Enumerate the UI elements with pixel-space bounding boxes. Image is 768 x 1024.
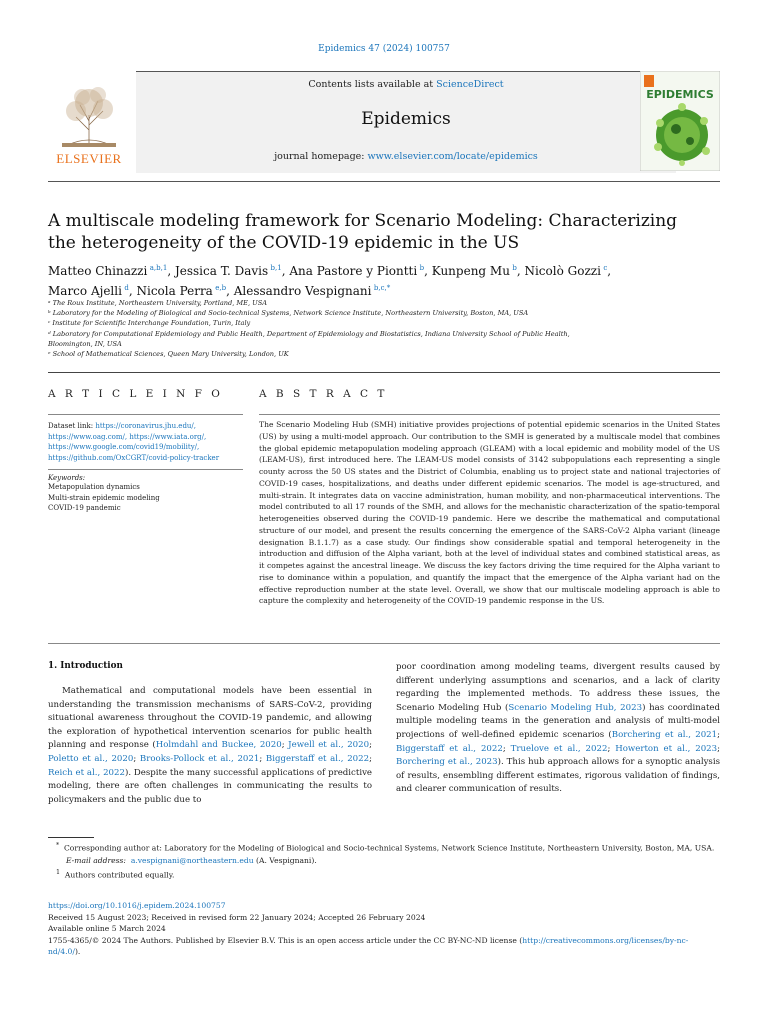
cover-title: EPIDEMICS bbox=[646, 88, 714, 101]
journal-masthead bbox=[48, 71, 720, 172]
author[interactable]: Alessandro Vespignani $^{b,c,*}$ bbox=[233, 284, 391, 298]
homepage-line bbox=[136, 151, 676, 162]
citation-link[interactable]: Biggerstaff et al., 2022 bbox=[265, 753, 370, 764]
footnote-rule bbox=[48, 837, 94, 838]
section-heading-introduction: 1. Introduction bbox=[48, 661, 123, 671]
citation-link[interactable]: Brooks-Pollock et al., 2021 bbox=[139, 753, 260, 764]
publication-info bbox=[48, 900, 720, 958]
abstract bbox=[259, 388, 720, 607]
article-info-rule bbox=[48, 414, 243, 415]
homepage-prefix: journal homepage: bbox=[274, 151, 368, 162]
received-dates: Received 15 August 2023; Received in revised form 22 January 2024; Accepted 26 February 2024 bbox=[48, 912, 426, 922]
author[interactable]: Nicolò Gozzi $^c$ bbox=[524, 264, 608, 278]
citation-link[interactable]: Biggerstaff et al., 2022 bbox=[396, 743, 503, 754]
citation-link[interactable]: Holmdahl and Buckee, 2020 bbox=[155, 740, 282, 751]
keyword: Multi-strain epidemic modeling bbox=[48, 493, 160, 502]
abstract-bottom-rule bbox=[48, 643, 720, 644]
article-title: A multiscale modeling framework for Scenario Modeling: Characterizing the heterogeneity of the COVID-19 epidemic in the US bbox=[48, 211, 678, 253]
author[interactable]: Matteo Chinazzi $^{a,b,1}$ bbox=[48, 264, 168, 278]
header-rule bbox=[48, 181, 720, 182]
dataset-label: Dataset link: bbox=[48, 422, 96, 430]
author[interactable]: Jessica T. Davis $^{b,1}$ bbox=[174, 264, 282, 278]
license-line: 1755-4365/© 2024 The Authors. Published by Elsevier B.V. This is an open access article under the CC BY-NC-ND license (http://creativecommons.org/licenses/by-nc-nd/4.0/). bbox=[48, 935, 689, 956]
author[interactable]: Marco Ajelli $^d$ bbox=[48, 284, 129, 298]
citation-link[interactable]: Borchering et al., 2023 bbox=[396, 757, 498, 768]
citation-link[interactable]: Howerton et al., 2023 bbox=[615, 743, 718, 754]
keywords-label: Keywords: bbox=[48, 474, 86, 482]
author-list: Matteo Chinazzi $^{a,b,1}$, Jessica T. Davis $^{b,1}$, Ana Pastore y Piontti $^b$, Kunpeng Mu $^b$, Nicolò Gozzi $^c$, Marco Ajelli $^d$, Nicola Perra $^{e,b}$, Alessandro Vespignani $^{b,c,*}$ bbox=[48, 264, 612, 298]
elsevier-wordmark: ELSEVIER bbox=[56, 151, 122, 166]
abstract-text: The Scenario Modeling Hub (SMH) initiative provides projections of potential epidemic scenarios in the United States (US) by using a multi-model approach. Our contribution to the SMH is generated by a multiscale model that combines the global epidemic metapopulation modeling approach (GLEAM) with a local epidemic and mobility model of the US (LEAM-US), first introduced here. The LEAM-US model consists of 3142 subpopulations each representing a single county across the 50 US states and the District of Columbia, enabling us to project state and national trajectories of COVID-19 cases, hospitalizations, and deaths under different epidemic scenarios. The model is age-structured, and multi-strain. It integrates data on vaccine administration, human mobility, and non-pharmaceutical interventions. The model contributed to all 17 rounds of the SMH, and allows for the mechanistic characterization of the spatio-temporal heterogeneities observed during the COVID-19 pandemic. Here we describe the mathematical and computational structure of our model, and present the results concerning the emergence of the SARS-CoV-2 Alpha variant (lineage designation B.1.1.7) as a case study. Our findings show considerable spatial and temporal heterogeneity in the introduction and diffusion of the Alpha variant, both at the level of individual states and combined statistical areas, as it competes against the ancestral lineage. We discuss the key factors driving the time required for the Alpha variant to rise to dominance within a population, and quantify the impact that the emergence of the Alpha variant had on the effective reproduction number at the state level. Overall, we show that our multiscale modeling approach is able to capture the complexity and heterogeneity of the COVID-19 pandemic response in the US. bbox=[259, 420, 720, 606]
keywords-rule bbox=[48, 469, 243, 470]
section-rule bbox=[48, 372, 720, 373]
intro-paragraph-1-continued: poor coordination among modeling teams, divergent results caused by different underlying assumptions and scenarios, and a lack of clarity regarding the implemented methods. To address these issues, the Scenario Modeling Hub (Scenario Modeling Hub, 2023) has coordinated multiple modeling teams in the generation and analysis of multi-model projections of well-defined epidemic scenarios (Borchering et al., 2021; Biggerstaff et al., 2022; Truelove et al., 2022; Howerton et al., 2023; Borchering et al., 2023). This hub approach allows for a synoptic analysis of results, ensembling different estimates, rigorous validation of findings, and clearer communication of results. bbox=[396, 662, 721, 795]
citation-link[interactable]: Borchering et al., 2021 bbox=[611, 729, 718, 740]
body-right-column bbox=[396, 661, 720, 797]
keyword: COVID-19 pandemic bbox=[48, 504, 121, 512]
author[interactable]: Ana Pastore y Piontti $^b$ bbox=[289, 264, 425, 278]
available-online: Available online 5 March 2024 bbox=[48, 924, 166, 933]
abstract-heading: A B S T R A C T bbox=[259, 388, 388, 400]
elsevier-logo bbox=[48, 75, 130, 167]
intro-paragraph-1: Mathematical and computational models have been essential in understanding the transmission mechanisms of SARS-CoV-2, providing situational awareness throughout the COVID-19 pandemic, and allowing the exploration of hypothetical intervention scenarios for public health planning and response (Holmdahl and Buckee, 2020; Jewell et al., 2020; Poletto et al., 2020; Brooks-Pollock et al., 2021; Biggerstaff et al., 2022; Reich et al., 2022). Despite the many successful applications of predictive modeling, there are often challenges in communicating the results to policymakers and the public due to bbox=[48, 686, 373, 805]
article-info-heading: A R T I C L E I N F O bbox=[48, 388, 223, 400]
article-info bbox=[48, 388, 243, 514]
body-left-column bbox=[48, 661, 372, 807]
affiliations bbox=[48, 298, 608, 359]
journal-homepage-link[interactable]: www.elsevier.com/locate/epidemics bbox=[367, 151, 538, 162]
author[interactable]: Kunpeng Mu $^b$ bbox=[431, 264, 517, 278]
contents-line bbox=[136, 79, 676, 90]
author-email-link[interactable]: a.vespignani@northeastern.edu bbox=[130, 855, 254, 865]
dataset-link-list[interactable]: https://coronavirus.jhu.edu/, https://www.oag.com/, https://www.iata.org/, https://www.google.com/covid19/mobility/, https://github.com/OxCGRT/covid-policy-tracker bbox=[48, 422, 220, 462]
footnote-equal-contribution: $^1$ Authors contributed equally. bbox=[56, 868, 175, 880]
journal-cover-image[interactable] bbox=[640, 71, 720, 171]
affiliation: ᶜ Institute for Scientific Interchange Foundation, Turin, Italy bbox=[48, 319, 251, 328]
abstract-rule bbox=[259, 414, 720, 415]
keyword: Metapopulation dynamics bbox=[48, 483, 140, 491]
citation-link[interactable]: Scenario Modeling Hub, 2023 bbox=[508, 702, 643, 713]
doi-link[interactable]: https://doi.org/10.1016/j.epidem.2024.100757 bbox=[48, 901, 226, 910]
citation-link[interactable]: Truelove et al., 2022 bbox=[510, 743, 608, 754]
footnote-corresponding: * Corresponding author at: Laboratory for the Modeling of Biological and Socio-technical Systems, Network Science Institute, Northeastern University, Boston, MA, USA. E-mail address: a.vespignani@northeastern.edu (A. Vespignani). bbox=[56, 842, 715, 865]
footnotes bbox=[48, 840, 720, 881]
dataset-links bbox=[48, 421, 243, 463]
citation-link[interactable]: Reich et al., 2022 bbox=[48, 767, 125, 778]
email-label: E-mail address: bbox=[66, 855, 126, 865]
journal-reference[interactable]: Epidemics 47 (2024) 100757 bbox=[318, 44, 450, 54]
affiliation: ᵈ Laboratory for Computational Epidemiology and Public Health, Department of Epidemiology and Biostatistics, Indiana University School of Public Health, Bloomington, IN, USA bbox=[48, 329, 570, 348]
affiliation: ᵃ The Roux Institute, Northeastern University, Portland, ME, USA bbox=[48, 299, 268, 307]
affiliation: ᵉ School of Mathematical Sciences, Queen Mary University, London, UK bbox=[48, 350, 289, 359]
license-link[interactable]: http://creativecommons.org/licenses/by-nc-nd/4.0/ bbox=[48, 935, 689, 956]
author[interactable]: Nicola Perra $^{e,b}$ bbox=[136, 284, 227, 298]
affiliation: ᵇ Laboratory for the Modeling of Biological and Socio-technical Systems, Network Science Institute, Northeastern University, Boston, MA, USA bbox=[48, 309, 529, 318]
citation-link[interactable]: Poletto et al., 2020 bbox=[48, 753, 134, 764]
contents-prefix: Contents lists available at bbox=[308, 79, 437, 90]
sciencedirect-link[interactable]: ScienceDirect bbox=[436, 79, 504, 90]
citation-link[interactable]: Jewell et al., 2020 bbox=[288, 740, 370, 751]
journal-name: Epidemics bbox=[361, 109, 451, 129]
